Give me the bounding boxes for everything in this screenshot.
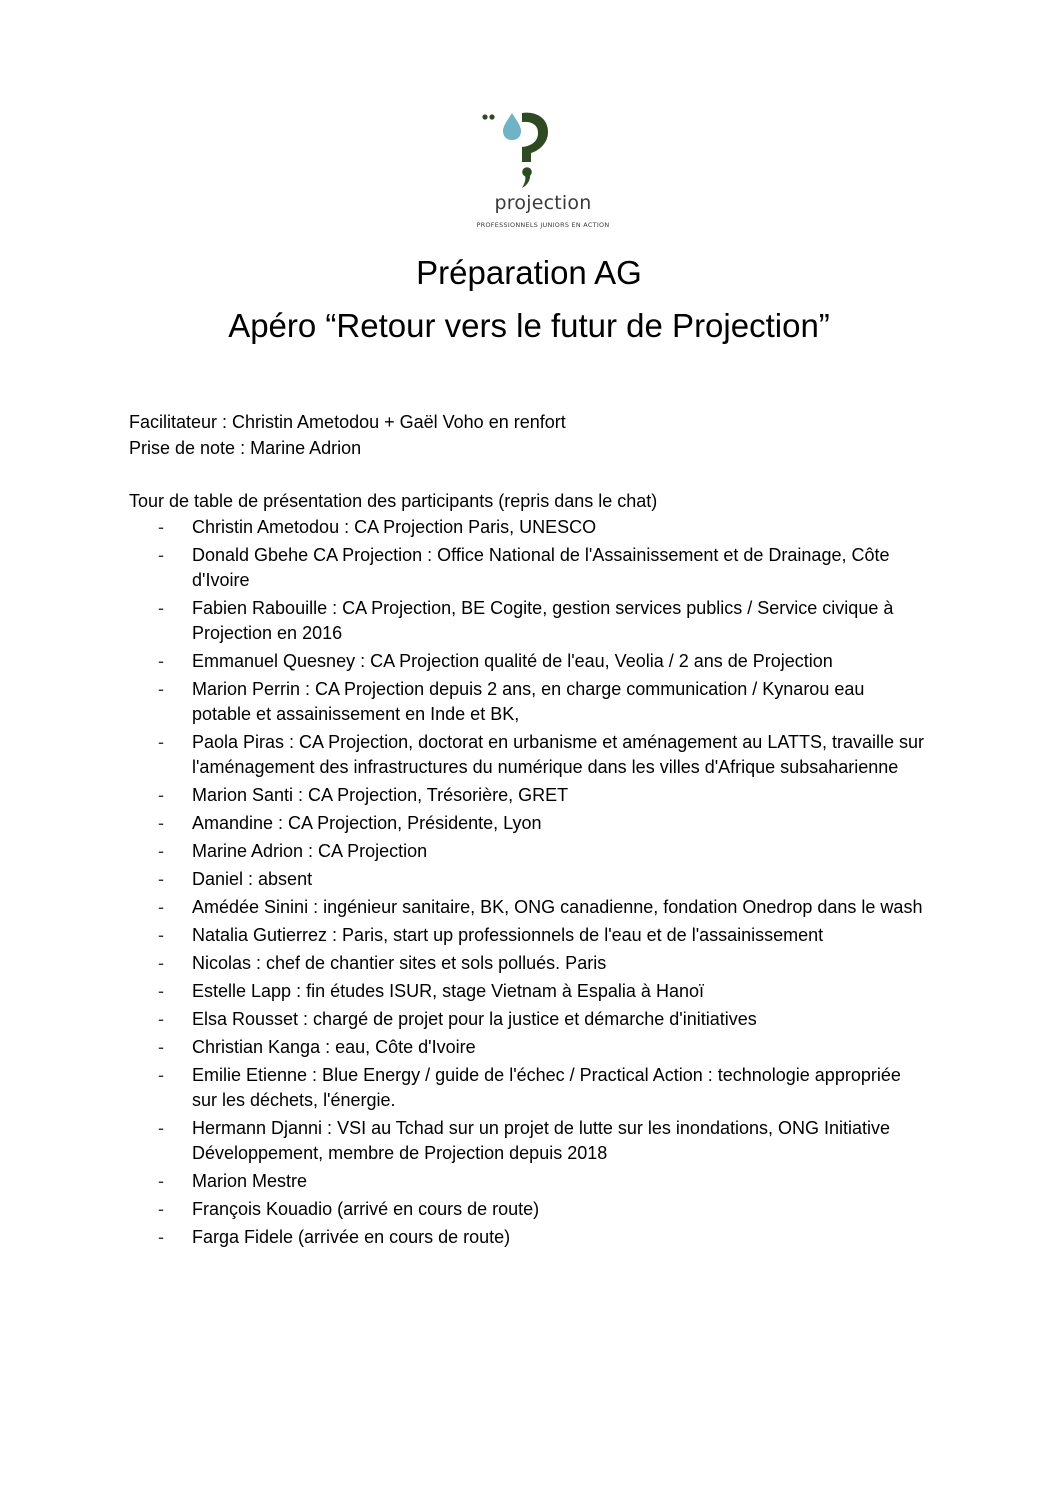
- participant-entry: Fabien Rabouille : CA Projection, BE Cogite, gestion services publics / Service civique à Projection en 2016: [192, 598, 894, 643]
- participant-entry: Hermann Djanni : VSI au Tchad sur un projet de lutte sur les inondations, ONG Initiative Développement, membre de Projection depuis 2018: [192, 1118, 891, 1163]
- list-item: [0, 1007, 1058, 1032]
- participant-entry: Christian Kanga : eau, Côte d'Ivoire: [192, 1037, 476, 1057]
- list-bullet: -: [158, 1199, 164, 1219]
- list-bullet: -: [158, 925, 164, 945]
- list-bullet: -: [158, 953, 164, 973]
- participant-entry: Daniel : absent: [192, 869, 313, 889]
- list-bullet: -: [158, 679, 164, 699]
- list-bullet: -: [158, 1037, 164, 1057]
- list-item: [0, 783, 1058, 808]
- note-taker-line: Prise de note : Marine Adrion: [129, 438, 362, 458]
- list-item: [0, 951, 1058, 976]
- roundtable-intro: Tour de table de présentation des participants (repris dans le chat): [129, 491, 658, 511]
- participant-entry: Farga Fidele (arrivée en cours de route): [192, 1227, 511, 1247]
- list-bullet: -: [158, 981, 164, 1001]
- list-bullet: -: [158, 813, 164, 833]
- list-bullet: -: [158, 897, 164, 917]
- participant-entry: Emmanuel Quesney : CA Projection qualité de l'eau, Veolia / 2 ans de Projection: [192, 651, 833, 671]
- list-item: [0, 730, 1058, 780]
- list-item: [0, 923, 1058, 948]
- facilitator-line: Facilitateur : Christin Ametodou + Gaël Voho en renfort: [129, 412, 566, 432]
- participant-entry: Donald Gbehe CA Projection : Office National de l'Assainissement et de Drainage, Côte d'Ivoire: [192, 545, 890, 590]
- participant-entry: Christin Ametodou : CA Projection Paris, UNESCO: [192, 517, 597, 537]
- participant-entry: Nicolas : chef de chantier sites et sols pollués. Paris: [192, 953, 607, 973]
- list-item: [0, 811, 1058, 836]
- document-title: Préparation AG: [416, 254, 642, 291]
- participant-entry: François Kouadio (arrivé en cours de route): [192, 1199, 540, 1219]
- document-subtitle: Apéro “Retour vers le futur de Projection”: [228, 307, 830, 344]
- participant-entry: Marion Santi : CA Projection, Trésorière, GRET: [192, 785, 569, 805]
- list-bullet: -: [158, 1009, 164, 1029]
- logo-wordmark: projection: [494, 192, 592, 214]
- list-item: [0, 895, 1058, 920]
- participant-entry: Estelle Lapp : fin études ISUR, stage Vietnam à Espalia à Hanoï: [192, 981, 704, 1001]
- list-item: [0, 1197, 1058, 1222]
- list-bullet: -: [158, 1118, 164, 1138]
- list-bullet: -: [158, 841, 164, 861]
- list-item: [0, 596, 1058, 646]
- list-item: [0, 649, 1058, 674]
- participant-entry: Amédée Sinini : ingénieur sanitaire, BK, ONG canadienne, fondation Onedrop dans le wash: [192, 897, 923, 917]
- projection-logo: [478, 108, 608, 236]
- participant-entry: Paola Piras : CA Projection, doctorat en urbanisme et aménagement au LATTS, travaille sur l'aménagement des infrastructures du numérique dans les villes d'Afrique subsaharienne: [192, 732, 925, 777]
- list-bullet: -: [158, 517, 164, 537]
- list-item: [0, 515, 1058, 540]
- participant-entry: Marine Adrion : CA Projection: [192, 841, 428, 861]
- participant-entry: Natalia Gutierrez : Paris, start up professionnels de l'eau et de l'assainissement: [192, 925, 824, 945]
- list-item: [0, 1035, 1058, 1060]
- participant-entry: Amandine : CA Projection, Présidente, Lyon: [192, 813, 542, 833]
- list-bullet: -: [158, 598, 164, 618]
- participant-entry: Emilie Etienne : Blue Energy / guide de l'échec / Practical Action : technologie appropriée sur les déchets, l'énergie.: [192, 1065, 901, 1110]
- list-bullet: -: [158, 1065, 164, 1085]
- list-bullet: -: [158, 732, 164, 752]
- list-item: [0, 979, 1058, 1004]
- projection-logo-icon: [478, 108, 608, 192]
- participant-entry: Marion Mestre: [192, 1171, 308, 1191]
- participant-list: [0, 515, 1058, 1253]
- participant-entry: Elsa Rousset : chargé de projet pour la justice et démarche d'initiatives: [192, 1009, 757, 1029]
- list-item: [0, 867, 1058, 892]
- list-bullet: -: [158, 1227, 164, 1247]
- list-bullet: -: [158, 869, 164, 889]
- list-bullet: -: [158, 1171, 164, 1191]
- list-item: [0, 1225, 1058, 1250]
- list-bullet: -: [158, 651, 164, 671]
- list-item: [0, 1169, 1058, 1194]
- list-item: [0, 1063, 1058, 1113]
- list-bullet: -: [158, 785, 164, 805]
- logo-tagline: PROFESSIONNELS JUNIORS EN ACTION: [476, 221, 610, 229]
- list-bullet: -: [158, 545, 164, 565]
- list-item: [0, 839, 1058, 864]
- list-item: [0, 677, 1058, 727]
- list-item: [0, 543, 1058, 593]
- participant-entry: Marion Perrin : CA Projection depuis 2 ans, en charge communication / Kynarou eau potable et assainissement en Inde et BK,: [192, 679, 865, 724]
- list-item: [0, 1116, 1058, 1166]
